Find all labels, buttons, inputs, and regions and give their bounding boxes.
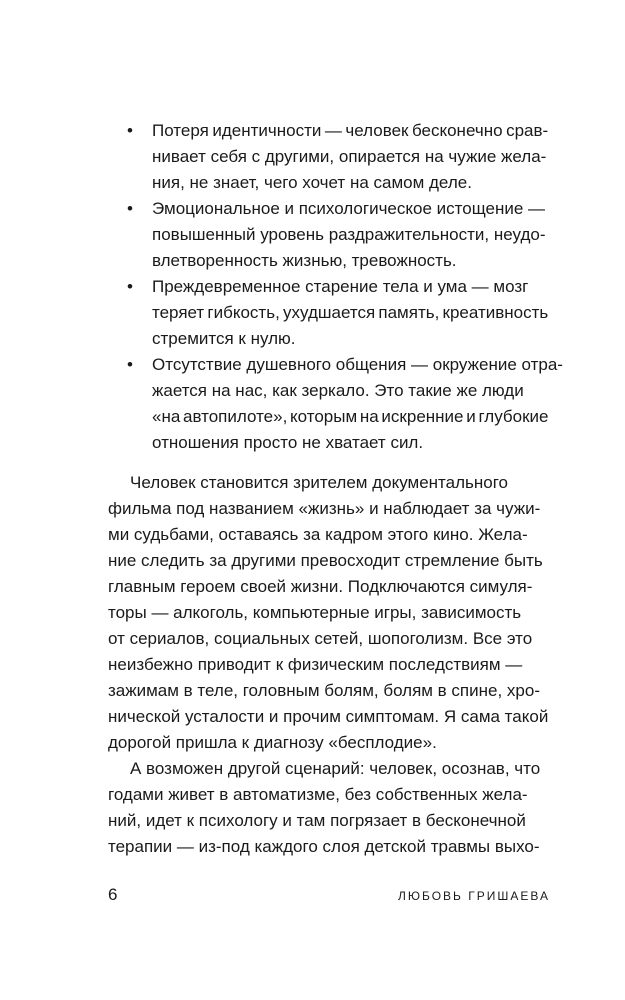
- paragraph-line: неизбежно приводит к физическим последствиям —: [108, 655, 523, 674]
- paragraph-line: Человек становится зрителем документального: [130, 473, 508, 492]
- paragraph-line: от сериалов, социальных сетей, шопоголизм. Все это: [108, 629, 533, 648]
- bullet-item-line: Потеря идентичности — человек бесконечно срав-: [152, 121, 549, 140]
- bullet-item-line: теряет гибкость, ухудшается память, креативность: [152, 303, 549, 322]
- bullet-marker: •: [127, 121, 133, 140]
- bullet-marker: •: [127, 355, 133, 374]
- bullet-item-line: «на автопилоте», которым на искренние и глубокие: [152, 407, 549, 426]
- paragraph-line: зажимам в теле, головным болям, болям в спине, хро-: [108, 681, 540, 700]
- bullet-item-line: Отсутствие душевного общения — окружение отра-: [152, 355, 563, 374]
- paragraph-line: главным героем своей жизни. Подключаются симуля-: [108, 577, 533, 596]
- bullet-item-line: повышенный уровень раздражительности, неудо-: [152, 225, 546, 244]
- paragraph-line: торы — алкоголь, компьютерные игры, зависимость: [108, 603, 522, 622]
- bullet-item-line: отношения просто не хватает сил.: [152, 433, 424, 452]
- bullet-marker: •: [127, 199, 133, 218]
- paragraph-line: дорогой пришла к диагнозу «бесплодие».: [108, 733, 437, 752]
- paragraph-line: фильма под названием «жизнь» и наблюдает за чужи-: [108, 499, 541, 518]
- paragraph-line: терапии — из-под каждого слоя детской травмы выхо-: [108, 837, 540, 856]
- paragraph-line: ние следить за другими превосходит стремление быть: [108, 551, 543, 570]
- bullet-item-line: влетворенность жизнью, тревожность.: [152, 251, 457, 270]
- bullet-item-line: ния, не знает, чего хочет на самом деле.: [152, 173, 472, 192]
- bullet-item-line: Преждевременное старение тела и ума — мозг: [152, 277, 529, 296]
- paragraph-line: нической усталости и прочим симптомам. Я сама такой: [108, 707, 549, 726]
- bullet-item-line: стремится к нулю.: [152, 329, 296, 348]
- page-number: 6: [108, 885, 118, 904]
- paragraph-line: А возможен другой сценарий: человек, осознав, что: [130, 759, 541, 778]
- bullet-marker: •: [127, 277, 133, 296]
- running-head-author: ЛЮБОВЬ ГРИШАЕВА: [397, 889, 550, 903]
- paragraph-line: ний, идет к психологу и там погрязает в бесконечной: [108, 811, 526, 830]
- bullet-item-line: нивает себя с другими, опирается на чужие жела-: [152, 147, 547, 166]
- paragraph-line: годами живет в автоматизме, без собственных жела-: [108, 785, 528, 804]
- bullet-item-line: Эмоциональное и психологическое истощение —: [152, 199, 546, 218]
- bullet-item-line: жается на нас, как зеркало. Это такие же люди: [152, 381, 524, 400]
- paragraph-line: ми судьбами, оставаясь за кадром этого кино. Жела-: [108, 525, 528, 544]
